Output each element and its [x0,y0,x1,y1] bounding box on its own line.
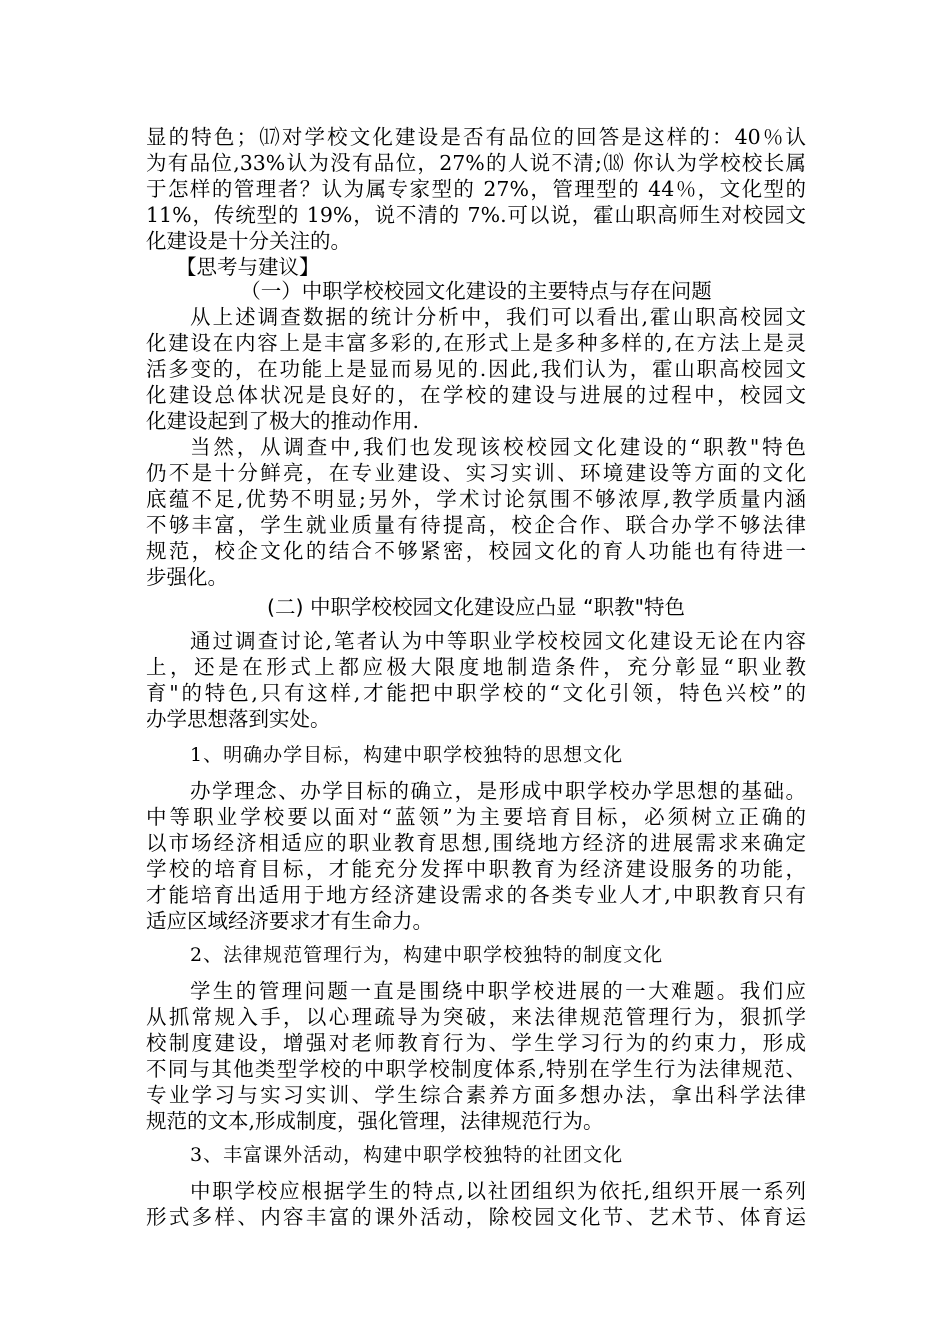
paragraph-line: 学校的培育目标，才能充分发挥中职教育为经济建设服务的功能， [146,857,806,881]
paragraph-line: 从抓常规入手，以心理疏导为突破，来法律规范管理行为，狠抓学 [146,1005,806,1029]
paragraph-line: 育"的特色,只有这样,才能把中职学校的“文化引领，特色兴校”的 [146,681,806,705]
paragraph-line: 底蕴不足,优势不明显;另外，学术讨论氛围不够浓厚,教学质量内涵 [146,487,806,511]
subheading-3: 3、丰富课外活动，构建中职学校独特的社团文化 [190,1144,624,1166]
paragraph-line: 为有品位,33%认为没有品位，27%的人说不清;⒅ 你认为学校校长属 [146,151,806,175]
paragraph-line: 形式多样、内容丰富的课外活动，除校园文化节、艺术节、体育运 [146,1205,806,1229]
paragraph-line: 仍不是十分鲜亮，在专业建设、实习实训、环境建设等方面的文化 [146,461,806,485]
paragraph-line: 以市场经济相适应的职业教育思想,围绕地方经济的进展需求来确定 [146,831,806,855]
paragraph-line: 专业学习与实习实训、学生综合素养方面多想办法，拿出科学法律 [146,1083,806,1107]
paragraph-line: 不同与其他类型学校的中职学校制度体系,特别在学生行为法律规范、 [146,1057,806,1081]
paragraph-line: 规范的文本,形成制度，强化管理，法律规范行为。 [146,1109,604,1133]
paragraph-line: 化建设起到了极大的推动作用. [146,409,420,433]
paragraph-line: 规范，校企文化的结合不够紧密，校园文化的育人功能也有待进一 [146,539,806,563]
paragraph-line: 从上述调查数据的统计分析中，我们可以看出,霍山职高校园文 [190,305,806,329]
paragraph-line: 办学思想落到实处。 [146,707,331,731]
section-tag: 【思考与建议】 [176,255,320,279]
paragraph-line: 于怎样的管理者？认为属专家型的 27%，管理型的 44％，文化型的 [146,177,806,201]
paragraph-line: 当然，从调查中,我们也发现该校校园文化建设的“职教"特色 [190,435,806,459]
paragraph-line: 才能培育出适用于地方经济建设需求的各类专业人才,中职教育只有 [146,883,806,907]
paragraph-line: 步强化。 [146,565,228,589]
paragraph-line: 化建设总体状况是良好的，在学校的建设与进展的过程中，校园文 [146,383,806,407]
paragraph-line: 上，还是在形式上都应极大限度地制造条件，充分彰显“职业教 [146,655,806,679]
paragraph-line: 学生的管理问题一直是围绕中职学校进展的一大难题。我们应 [190,979,806,1003]
paragraph-line: 11%，传统型的 19%，说不清的 7%.可以说，霍山职高师生对校园文 [146,203,806,227]
paragraph-line: 化建设是十分关注的。 [146,229,351,253]
paragraph-line: 化建设在内容上是丰富多彩的,在形式上是多种多样的,在方法上是灵 [146,331,806,355]
section-heading-2: (二) 中职学校校园文化建设应凸显 “职教"特色 [266,595,686,619]
paragraph-line: 适应区域经济要求才有生命力。 [146,909,433,933]
subheading-2: 2、法律规范管理行为，构建中职学校独特的制度文化 [190,944,664,966]
paragraph-line: 活多变的，在功能上是显而易见的.因此,我们认为，霍山职高校园文 [146,357,806,381]
paragraph-line: 不够丰富，学生就业质量有待提高，校企合作、联合办学不够法律 [146,513,806,537]
paragraph-line: 通过调查讨论,笔者认为中等职业学校校园文化建设无论在内容 [190,629,806,653]
subheading-1: 1、明确办学目标，构建中职学校独特的思想文化 [190,744,624,766]
section-heading-1: （一）中职学校校园文化建设的主要特点与存在问题 [240,279,712,303]
paragraph-line: 中等职业学校要以面对“蓝领”为主要培育目标，必须树立正确的 [146,805,806,829]
paragraph-line: 校制度建设，增强对老师教育行为、学生学习行为的约束力，形成 [146,1031,806,1055]
paragraph-line: 显的特色；⒄对学校文化建设是否有品位的回答是这样的：40％认 [146,125,806,149]
paragraph-line: 中职学校应根据学生的特点,以社团组织为依托,组织开展一系列 [190,1179,806,1203]
paragraph-line: 办学理念、办学目标的确立，是形成中职学校办学思想的基础。 [190,779,806,803]
